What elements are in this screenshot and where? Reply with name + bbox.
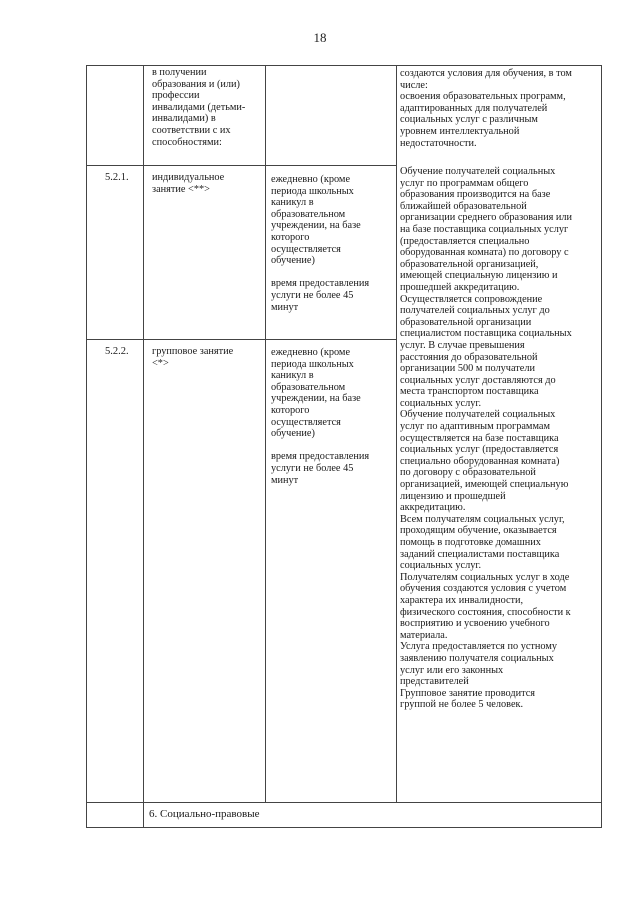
row-number-cell: 5.2.2. [105, 346, 129, 357]
table-border-top [86, 65, 602, 66]
service-term-cell: ежедневно (кроме периода школьных каникул в образовательном учреждении, на базе которого осуществляется обучение) время предоставления услуги не более 45 минут [271, 174, 370, 313]
page-number: 18 [313, 30, 327, 45]
service-term-cell: ежедневно (кроме периода школьных каникул в образовательном учреждении, на базе которого осуществляется обучение) время предоставления услуги не более 45 минут [271, 347, 370, 486]
service-description-main: Обучение получателей социальных услуг по программам общего образования производится на базе ближайшей образовательной организации среднего образования или на базе поставщика социальных услуг (предоставляется специально оборудованная комната) по договору с образовательной организацией, имеющей специальную лицензию и прошедшей аккредитацию. Осуществляется сопровождение получателей социальных услуг до образовательной организации специалистом поставщика социальных услуг. В случае превышения расстояния до образовательной организации 500 м получатели социальных услуг доставляются до места транспортом поставщика социальных услуг. Обучение получателей социальных услуг по адаптивным программам осуществляется на базе поставщика социальных услуг (предоставляется специально оборудованная комната) по договору с образовательной организацией, имеющей специальную лицензию и прошедшей аккредитацию. Всем получателям социальных услуг, проходящим обучение, оказывается помощь в подготовке домашних заданий специалистами поставщика социальных услуг. Получателям социальных услуг в ходе обучения создаются условия с учетом характера их инвалидности, физического состояния, способности к восприятию и усвоению учебного материала. Услуга предоставляется по устному заявлению получателя социальных услуг или его законных представителей Групповое занятие проводится группой не более 5 человек. [400, 166, 573, 711]
table-border-bottom [86, 827, 602, 828]
service-name-cell: индивидуальное занятие <**> [152, 172, 225, 195]
column-divider [143, 65, 144, 827]
service-name-cell: групповое занятие <*> [152, 346, 234, 369]
service-name-cell: в получении образования и (или) профессии инвалидами (детьми- инвалидами) в соответствии с их способностями: [152, 67, 246, 148]
row-number-cell: 5.2.1. [105, 172, 129, 183]
table-border-left [86, 65, 87, 827]
column-divider [265, 65, 266, 802]
table-border-right [601, 65, 602, 827]
row-divider [86, 339, 396, 340]
row-divider [86, 802, 602, 803]
section-heading: 6. Социально-правовые [149, 808, 260, 820]
row-divider [86, 165, 396, 166]
column-divider [396, 65, 397, 802]
service-description-top: создаются условия для обучения, в том числе: освоения образовательных программ, адаптированных для получателей социальных услуг с различным уровнем интеллектуальной недостаточности. [400, 68, 572, 149]
